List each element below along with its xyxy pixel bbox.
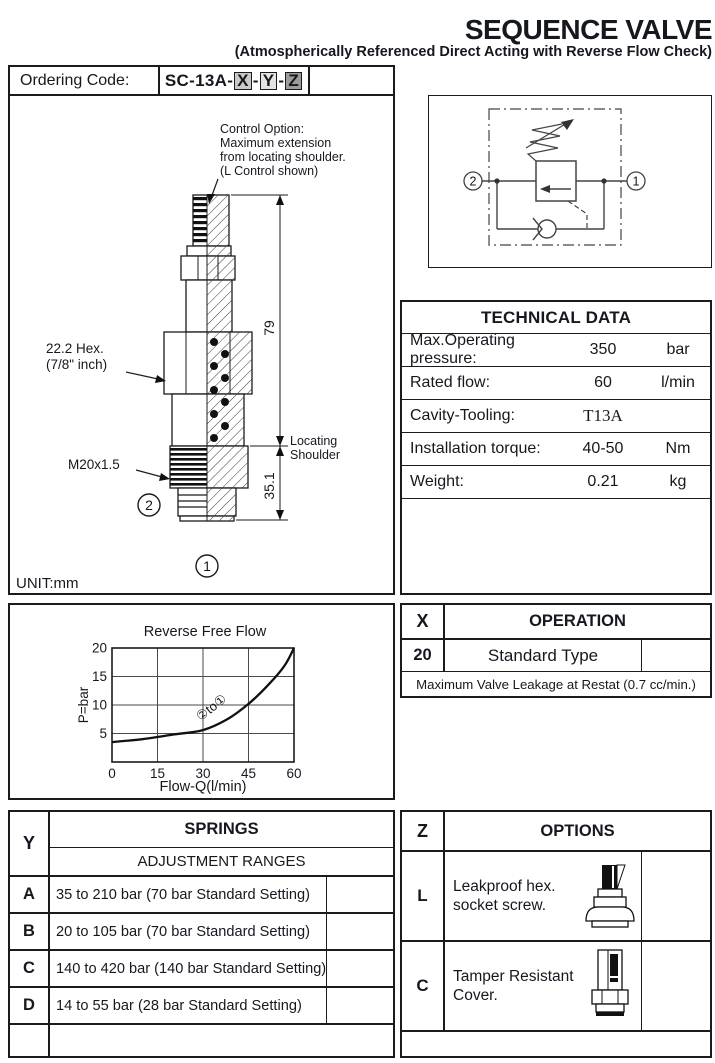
svg-text:60: 60 [286, 766, 302, 781]
springs-title: SPRINGS [50, 812, 393, 848]
port-1-label [196, 555, 218, 577]
svg-text:from locating shoulder.: from locating shoulder. [220, 150, 346, 164]
svg-text:Maximum extension: Maximum extension [220, 136, 332, 150]
hex-size-label [46, 341, 166, 383]
tech-row-pressure: Max.Operating pressure: 350 bar [402, 334, 710, 367]
operation-empty-cell [642, 640, 710, 671]
springs-empty-row [50, 1025, 393, 1056]
pilot-line [568, 201, 587, 229]
operation-row: 20 Standard Type [402, 640, 710, 672]
svg-text:15: 15 [149, 766, 166, 781]
operation-header [402, 605, 710, 640]
ordering-code-value: SC-13A - X - Y - Z [160, 67, 310, 94]
tech-row-cavity: Cavity-Tooling: T13A [402, 400, 710, 433]
svg-text:5: 5 [99, 726, 107, 741]
page-subtitle: (Atmospherically Referenced Direct Acting with Reverse Flow Check) [234, 44, 712, 60]
thread-size-label [68, 457, 170, 481]
tech-row-flow: Rated flow: 60 l/min [402, 367, 710, 400]
ordering-empty-cell [310, 67, 393, 94]
svg-text:0: 0 [108, 766, 116, 781]
ordering-y-box: Y [260, 72, 278, 90]
svg-text:(L Control shown): (L Control shown) [220, 164, 319, 178]
options-code-col: Z [402, 812, 445, 850]
svg-text:M20x1.5: M20x1.5 [68, 457, 120, 472]
reverse-free-flow-chart [10, 605, 393, 798]
spring-row-b: 20 to 105 bar (70 bar Standard Setting) [50, 914, 393, 951]
svg-text:2: 2 [145, 497, 153, 513]
spring-symbol [526, 123, 567, 161]
schematic-port-1 [627, 172, 645, 190]
ordering-prefix: SC-13A [164, 70, 228, 90]
locating-shoulder-label [290, 434, 340, 462]
curve-annotation: ②to① [193, 691, 230, 724]
hydraulic-symbol [429, 96, 710, 266]
technical-data-title: TECHNICAL DATA [402, 302, 710, 334]
spring-row-a: 35 to 210 bar (70 bar Standard Setting) [50, 877, 393, 914]
chart-title: Reverse Free Flow [143, 624, 267, 640]
technical-data-panel [400, 300, 712, 595]
valve-section-drawing [10, 96, 393, 593]
valve-square [536, 161, 576, 201]
operation-panel [400, 603, 712, 698]
svg-text:Shoulder: Shoulder [290, 448, 341, 462]
tech-row-torque: Installation torque: 40-50 Nm [402, 433, 710, 466]
springs-panel [8, 810, 395, 1058]
adjust-arrow [561, 119, 574, 130]
ordering-code-label: Ordering Code: [10, 67, 160, 94]
operation-title: OPERATION [529, 612, 626, 630]
operation-note: Maximum Valve Leakage at Restat (0.7 cc/min.) [416, 677, 696, 692]
option-row-c: C Tamper Resistant Cover. [402, 942, 710, 1032]
svg-text:22.2 Hex.: 22.2 Hex. [46, 341, 104, 356]
hex-socket-screw-icon [579, 863, 641, 929]
options-title: OPTIONS [540, 821, 615, 840]
svg-text:45: 45 [240, 766, 257, 781]
svg-text:10: 10 [91, 697, 107, 713]
options-header [402, 812, 710, 852]
svg-text:15: 15 [91, 669, 107, 684]
option-c-empty-cell [642, 942, 710, 1030]
check-valve-ball [538, 220, 556, 238]
schematic-port-2 [464, 172, 482, 190]
schematic-panel [428, 95, 712, 268]
ordering-code-row [10, 67, 393, 96]
svg-text:(7/8" inch): (7/8" inch) [46, 357, 108, 372]
svg-text:20: 20 [91, 640, 107, 656]
options-panel [400, 810, 712, 1058]
ordering-z-box: Z [285, 72, 302, 90]
chart-panel [8, 603, 395, 800]
svg-text:2: 2 [469, 174, 477, 189]
svg-text:Locating: Locating [290, 434, 338, 448]
spring-row-c: 140 to 420 bar (140 bar Standard Setting) [50, 951, 393, 988]
svg-text:1: 1 [632, 174, 640, 189]
option-l-empty-cell [642, 852, 710, 940]
svg-text:Control Option:: Control Option: [220, 122, 305, 136]
springs-code-col: Y A B C D [10, 812, 50, 1056]
svg-text:30: 30 [195, 766, 211, 781]
control-option-callout [207, 122, 346, 204]
drawing-panel [8, 65, 395, 595]
operation-code-col: X [402, 605, 445, 638]
tech-row-weight: Weight: 0.21 kg [402, 466, 710, 499]
option-row-l: L Leakproof hex. socket screw. [402, 852, 710, 942]
page-title: SEQUENCE VALVE [464, 14, 712, 45]
springs-col-letter: Y [10, 812, 48, 877]
chart-xlabel: Flow-Q(l/min) [159, 779, 247, 795]
spring-row-d: 14 to 55 bar (28 bar Standard Setting) [50, 988, 393, 1025]
dim-35-1: 35.1 [261, 472, 277, 500]
tamper-resistant-cover-icon [579, 948, 641, 1024]
port-2-label [138, 494, 160, 516]
svg-text:1: 1 [203, 558, 211, 574]
chart-ylabel: P=bar [76, 686, 91, 724]
unit-label: UNIT:mm [16, 575, 79, 592]
ordering-x-box: X [234, 72, 252, 90]
springs-subtitle: ADJUSTMENT RANGES [50, 848, 393, 877]
dim-79: 79 [261, 320, 277, 336]
